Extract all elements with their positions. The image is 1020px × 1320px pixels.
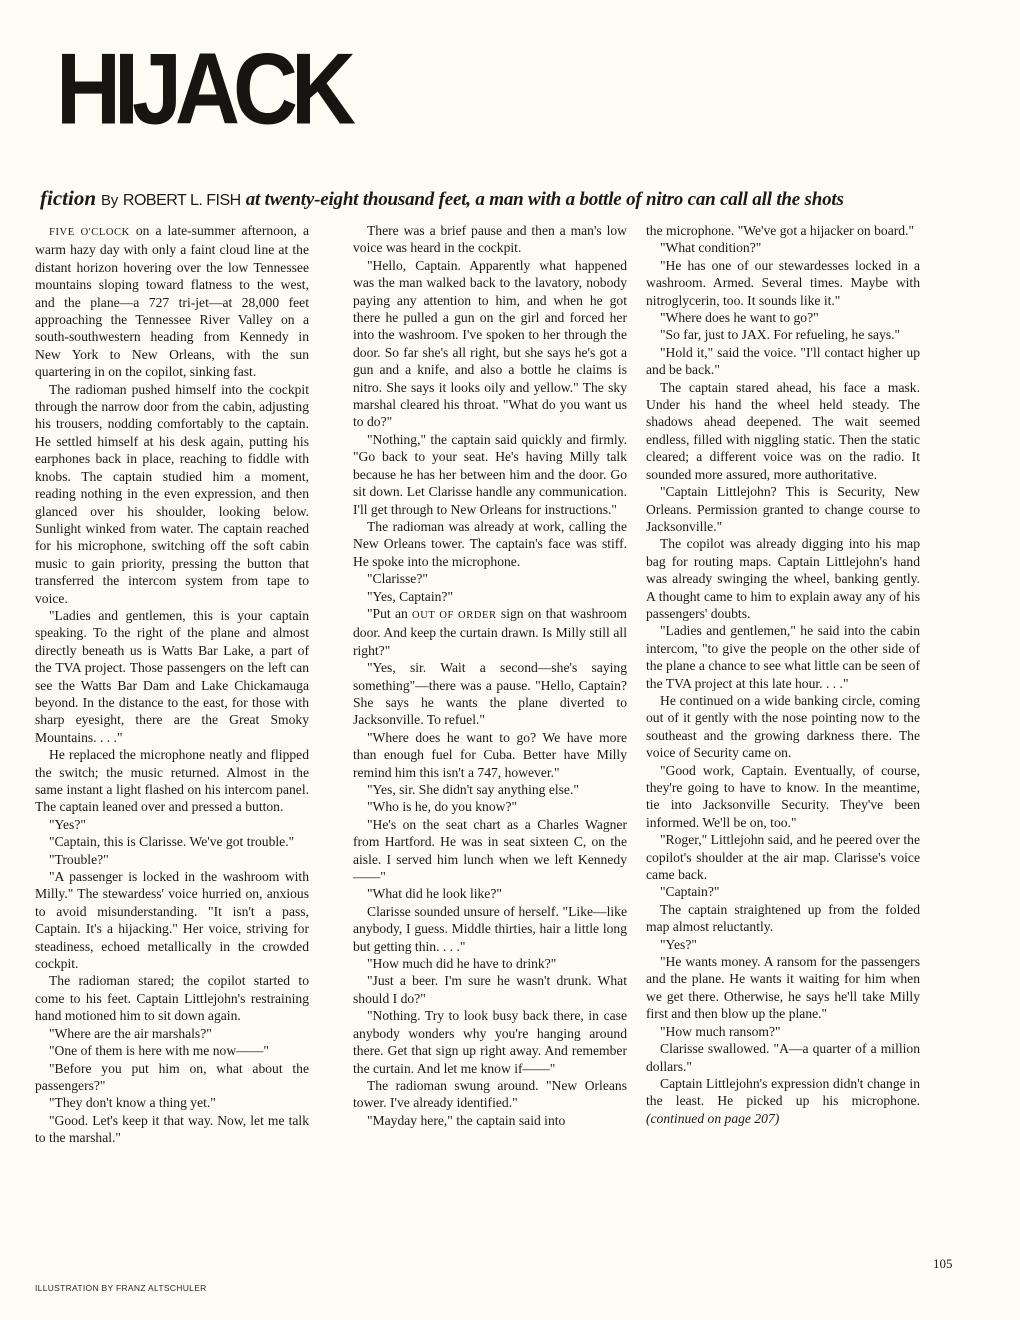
paragraph-text: "Ladies and gentlemen, this is your captain speaking. To the right of the plane and almost directly beneath us is Watts Bar Lake, a part of the TVA project. Those passengers on the left can see the Watts Bar Dam and Lake Chickamauga beyond. In the distance to the east, for those with sharp eyesight, there are the Great Smoky Mountains. . . ." [35,607,309,745]
page-number: 105 [933,1256,953,1271]
story-paragraph [353,972,627,1007]
paragraph-text: The copilot was already digging into his map bag for routing maps. Captain Littlejohn's hand was already swinging the wheel, banking gently. A thought came to him to explain away any of his passengers' doubts. [646,536,920,621]
story-paragraph [353,605,627,659]
story-paragraph [353,431,627,518]
paragraph-text: The captain stared ahead, his face a mask. Under his hand the wheel held steady. The shadows ahead deepened. The wait seemed endless, filled with niggling static. Then the static cleared; a different voice was on the radio. It sounded more assured, more authoritative. [646,379,920,482]
story-paragraph [353,1007,627,1077]
paragraph-text: Clarisse sounded unsure of herself. "Like—like anybody, I guess. Middle thirties, hair a little long but getting thin. . . ." [353,903,627,954]
paragraph-text: "He has one of our stewardesses locked in a washroom. Armed. Several times. Maybe with nitroglycerin, too. It sounds like it." [646,257,920,308]
story-paragraph [353,1112,627,1129]
story-paragraph [646,483,920,535]
story-paragraph [353,798,627,815]
byline-genre: fiction [40,186,96,210]
story-paragraph [35,607,309,746]
continued-note: (continued on page 207) [646,1110,780,1126]
story-paragraph [646,326,920,343]
paragraph-text: Captain Littlejohn's expression didn't change in the least. He picked up his microphone. [646,1075,920,1109]
byline [40,186,940,211]
story-paragraph [35,851,309,868]
paragraph-text: "Good work, Captain. Eventually, of course, they're going to have to know. In the meantime, tie into Jacksonville Security. They've been informed. We'll be on, too." [646,762,920,830]
paragraph-text: "They don't know a thing yet." [49,1095,216,1111]
story-paragraph [353,222,627,257]
story-paragraph [353,903,627,955]
story-paragraph [646,953,920,1023]
paragraph-text: There was a brief pause and then a man's low voice was heard in the cockpit. [353,223,627,256]
paragraph-text: the microphone. "We've got a hijacker on board." [646,223,914,238]
story-paragraph [646,222,920,239]
paragraph-text: "Before you put him on, what about the passengers?" [35,1060,309,1093]
paragraph-text: The radioman pushed himself into the cockpit through the narrow door from the cabin, adjusting his trousers, nodding comfortably to the captain. He settled himself at his desk again, putting his earphones back in place, reaching to fiddle with knobs. The captain studied him a moment, reading nothing in the even expression, and then glanced over his shoulder, looking below. Sunlight winked from water. The captain reached for his microphone, switching off the soft cabin music to gain priority, pressing the button that transferred the intercom system from tape to voice. [35,381,309,606]
story-paragraph [353,659,627,729]
story-paragraph [353,518,627,570]
text-column-1 [35,222,309,1147]
paragraph-text: "How much did he have to drink?" [367,956,557,972]
paragraph-text: "Mayday here," the captain said into [367,1112,566,1128]
story-paragraph [646,831,920,883]
story-paragraph [646,1023,920,1040]
paragraph-text: "Where does he want to go? We have more than enough fuel for Cuba. Better have Milly remind him this isn't a 747, however." [353,729,627,780]
story-paragraph [353,885,627,902]
text-column-2 [353,222,627,1129]
story-paragraph [35,381,309,607]
story-paragraph [353,955,627,972]
story-paragraph [35,1025,309,1042]
paragraph-small-caps: OUT OF ORDER [412,609,497,621]
paragraph-text: He continued on a wide banking circle, coming out of it gently with the nose pointing now to the southeast and the growing darkness there. The voice of Security came on. [646,692,920,761]
story-paragraph [35,1042,309,1059]
paragraph-text: He replaced the microphone neatly and flipped the switch; the music returned. Almost in the same instant a light flashed on his intercom panel. The captain leaned over and pressed a button. [35,747,309,815]
story-paragraph [353,816,627,886]
story-paragraph [646,535,920,622]
paragraph-text: "How much ransom?" [660,1023,781,1039]
paragraph-text: "What condition?" [660,240,762,256]
paragraph-lead-in: FIVE O'CLOCK [49,227,130,238]
paragraph-text: The radioman swung around. "New Orleans tower. I've already identified." [353,1077,627,1111]
story-paragraph [353,257,627,431]
story-paragraph [646,379,920,483]
story-paragraph [646,1075,920,1127]
paragraph-text: "Clarisse?" [367,571,428,587]
paragraph-text: "Yes, sir. Wait a second—she's saying something"—there was a pause. "Hello, Captain? She says he wants the plane diverted to Jacksonville. To refuel." [353,660,627,728]
illustration-credit: ILLUSTRATION BY FRANZ ALTSCHULER [35,1283,207,1293]
paragraph-text: The radioman was already at work, calling the New Orleans tower. The captain's face was stiff. He spoke into the microphone. [353,518,627,569]
paragraph-text: "So far, just to JAX. For refueling, he says." [660,327,901,343]
paragraph-text: "Yes, sir. She didn't say anything else." [367,782,579,797]
paragraph-text: on a late-summer afternoon, a warm hazy day with only a faint cloud line at the distant horizon hovering over the low Tennessee mountains sloping toward flatness to the west, and the plane—a 727 tri-jet—at 28,000 feet approaching the Tennessee River Valley on a south-southwestern heading from Kennedy in New York to New Orleans, with the sun quartering in on the copilot, sinking fast. [35,223,309,380]
story-paragraph [646,692,920,762]
paragraph-text: "Put an [367,605,408,621]
byline-author: ROBERT L. FISH [122,192,241,209]
paragraph-text: "Where are the air marshals?" [49,1025,212,1041]
paragraph-text: "Good. Let's keep it that way. Now, let me talk to the marshal." [35,1112,309,1146]
story-paragraph [353,588,627,605]
byline-by: By [101,192,118,209]
paragraph-text: "Trouble?" [49,851,109,867]
paragraph-text: "He's on the seat chart as a Charles Wagner from Hartford. He was in seat sixteen C, on the aisle. I served him lunch when we left Kennedy——" [353,816,627,885]
paragraph-text: "A passenger is locked in the washroom with Milly." The stewardess' voice hurried on, anxious to avoid misunderstanding. "It isn't a pass, Captain. It's a hijacking." Her voice, striving for steadiness, echoed metallically in the crowded cockpit. [35,869,309,972]
story-paragraph [646,622,920,692]
story-paragraph [646,762,920,832]
story-paragraph [35,833,309,850]
text-column-3 [646,222,920,1127]
story-paragraph [35,972,309,1024]
story-paragraph [35,1094,309,1111]
story-paragraph [646,936,920,953]
paragraph-text: "Yes?" [660,936,697,952]
story-paragraph [353,570,627,587]
story-paragraph [646,257,920,309]
paragraph-text: "Captain, this is Clarisse. We've got trouble." [49,834,295,850]
paragraph-text: "Captain?" [660,884,720,900]
story-paragraph [35,1112,309,1147]
story-paragraph [35,746,309,816]
story-paragraph [646,239,920,256]
paragraph-text: "Hold it," said the voice. "I'll contact higher up and be back." [646,344,920,378]
paragraph-text: "Nothing. Try to look busy back there, in case anybody wonders why you're hanging around there. Get that sign up right away. And remember the curtain. And let me know if——" [353,1008,627,1076]
paragraph-text: Clarisse swallowed. "A—a quarter of a million dollars." [646,1041,920,1074]
story-paragraph [646,309,920,326]
story-paragraph [646,883,920,900]
story-paragraph [646,1040,920,1075]
paragraph-text: "Where does he want to go?" [660,310,819,326]
paragraph-text: The radioman stared; the copilot started to come to his feet. Captain Littlejohn's restraining hand motioned him to sit down again. [35,973,309,1024]
story-paragraph [353,1077,627,1112]
story-paragraph [35,222,309,381]
paragraph-text: "Yes, Captain?" [367,588,453,604]
paragraph-text: "One of them is here with me now——" [49,1043,269,1059]
paragraph-text: "Who is he, do you know?" [367,799,518,815]
story-paragraph [646,344,920,379]
paragraph-text: "Hello, Captain. Apparently what happened was the man walked back to the lavatory, nobody paying any attention to him, and when he got there he pulled a gun on the girl and forced her into the washroom. I've spoken to her through the door. So far she's all right, but she says he's got a gun and a knife, and also a bottle he claims is nitro. She says it looks oily and yellow." The sky marshal cleared his throat. "What do you want us to do?" [353,257,627,430]
story-paragraph [35,816,309,833]
paragraph-text: "He wants money. A ransom for the passengers and the plane. He wants it waiting for him when we get there. Otherwise, he says he'll take Milly first and then blow up the plane." [646,954,920,1022]
paragraph-text: sign on that washroom door. And keep the curtain drawn. Is Milly still all right?" [353,605,627,658]
story-paragraph [353,781,627,798]
story-paragraph [35,1060,309,1095]
story-title: HIJACK [56,33,350,146]
story-paragraph [646,901,920,936]
story-paragraph [353,729,627,781]
paragraph-text: "Roger," Littlejohn said, and he peered over the copilot's shoulder at the air map. Clarisse's voice came back. [646,832,920,883]
paragraph-text: "Captain Littlejohn? This is Security, New Orleans. Permission granted to change course to Jacksonville." [646,484,920,534]
paragraph-text: The captain straightened up from the folded map almost reluctantly. [646,901,920,935]
story-paragraph [35,868,309,972]
paragraph-text: "Nothing," the captain said quickly and firmly. "Go back to your seat. He's having Milly talk because he has her between him and the door. Go sit down. Let Clarisse handle any communication. I'll get through to New Orleans for instructions." [353,431,627,517]
paragraph-text: "Yes?" [49,816,86,832]
paragraph-text: "Ladies and gentlemen," he said into the cabin intercom, "to give the people on the other side of the plane a chance to see what little can be seen of the TVA project at this late hour. . . ." [646,623,920,691]
paragraph-text: "Just a beer. I'm sure he wasn't drunk. What should I do?" [353,973,627,1006]
paragraph-text: "What did he look like?" [367,886,502,902]
byline-tagline: at twenty-eight thousand feet, a man with a bottle of nitro can call all the shots [245,189,844,210]
